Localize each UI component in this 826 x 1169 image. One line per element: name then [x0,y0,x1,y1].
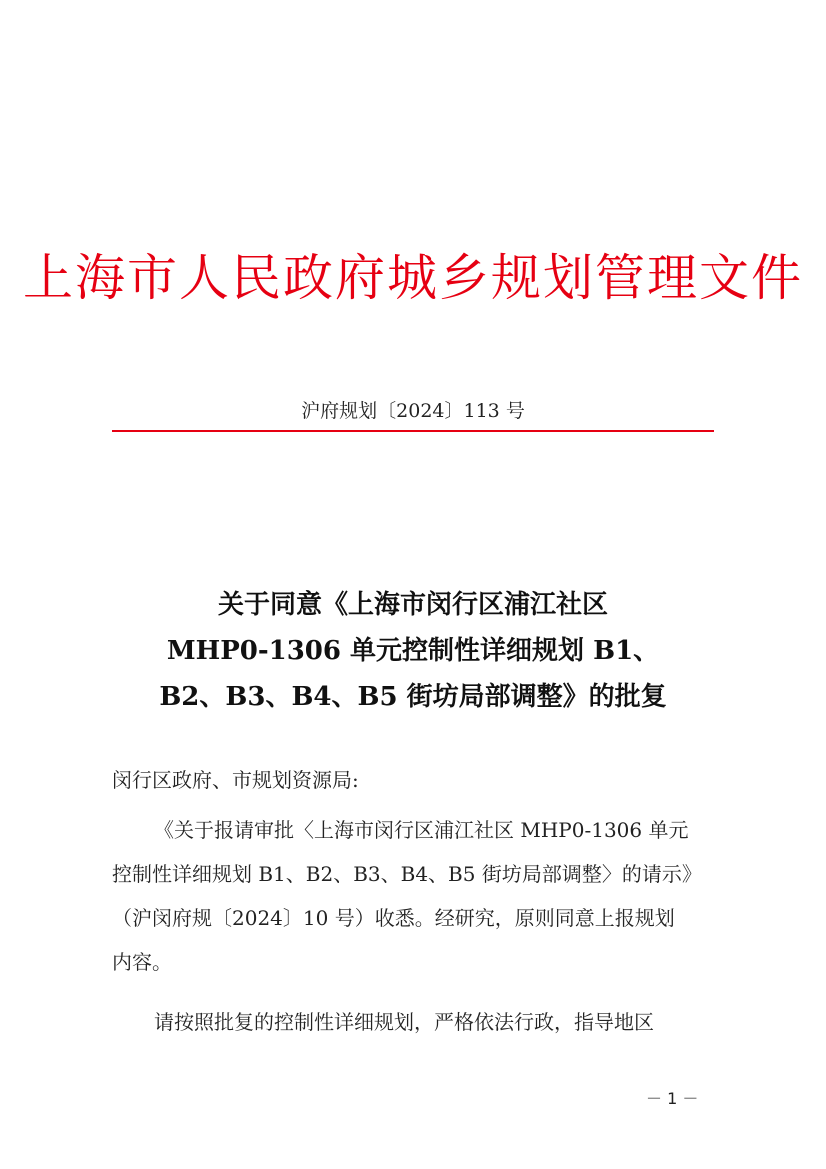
title-line-3: B2、B3、B4、B5 街坊局部调整》的批复 [159,682,667,712]
title-line-1: 关于同意《上海市闵行区浦江社区 [217,590,608,620]
body-paragraph-1 [112,808,716,984]
title-line-2: MHP0-1306 单元控制性详细规划 B1、 [166,636,660,666]
page-number: － 1 － [646,1089,699,1108]
paragraph-1-line-3: （沪闵府规〔2024〕10 号）收悉。经研究，原则同意上报规划 [112,906,675,930]
document-title [60,582,766,720]
masthead-title: 上海市人民政府城乡规划管理文件 [23,249,803,307]
paragraph-1-line-4: 内容。 [112,950,172,974]
paragraph-2-line-1: 请按照批复的控制性详细规划，严格依法行政，指导地区 [154,1010,654,1034]
document-number: 沪府规划〔2024〕113 号 [301,400,525,422]
body-paragraph-2 [112,1000,716,1044]
paragraph-1-line-2: 控制性详细规划 B1、B2、B3、B4、B5 街坊局部调整〉的请示》 [112,862,702,886]
paragraph-1-line-1: 《关于报请审批〈上海市闵行区浦江社区 MHP0-1306 单元 [154,818,689,842]
red-divider-line [112,430,714,432]
recipient-line: 闵行区政府、市规划资源局: [112,768,359,792]
